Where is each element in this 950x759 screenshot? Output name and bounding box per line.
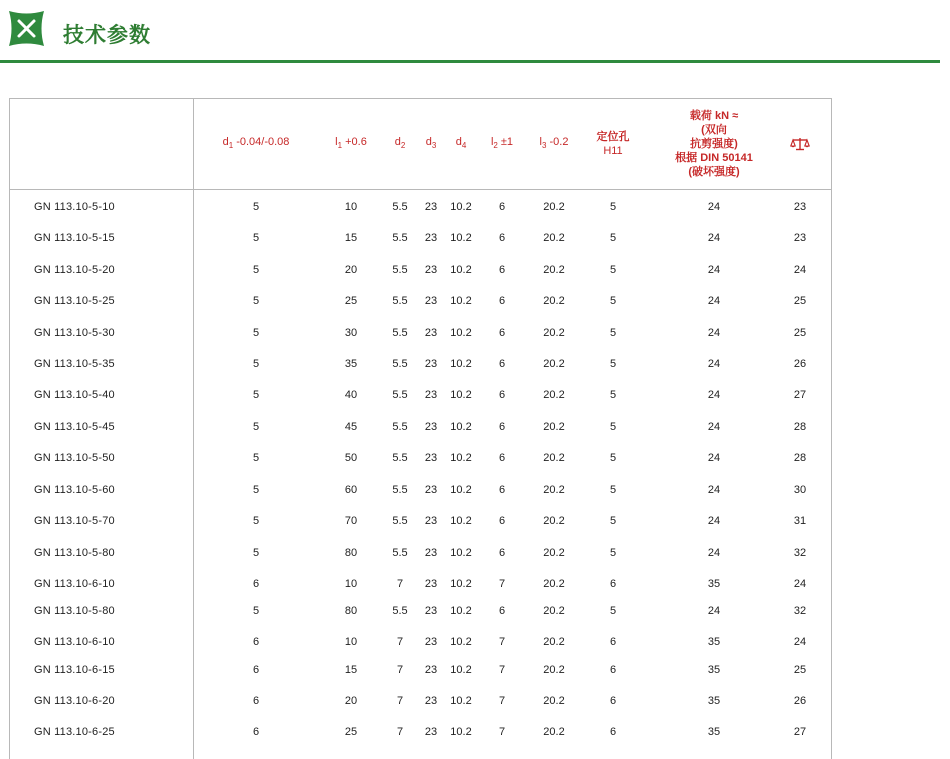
- cell-d2: 5.5: [392, 327, 408, 339]
- cell-l1: 40: [344, 389, 358, 401]
- cell-hole: 6: [609, 726, 617, 738]
- page-header: [0, 0, 950, 62]
- cell-l1: 70: [344, 515, 358, 527]
- cell-load: 24: [707, 547, 721, 559]
- cell-l2: 6: [498, 421, 506, 433]
- cell-load: 24: [707, 389, 721, 401]
- cell-d3: 23: [424, 515, 438, 527]
- cell-d3: 23: [424, 578, 438, 590]
- table-row: [10, 318, 831, 349]
- cell-l3: 20.2: [543, 605, 565, 617]
- cell-article-number: GN 113.10-6-10: [34, 636, 115, 648]
- cell-l3: 20.2: [543, 232, 565, 244]
- table-row: [10, 655, 831, 686]
- header-load: [664, 99, 764, 189]
- cell-d3: 23: [424, 358, 438, 370]
- cell-article-number: GN 113.10-5-20: [34, 264, 115, 276]
- header-load-line4: 根据 DIN 50141: [675, 152, 753, 164]
- cell-article-number: GN 113.10-5-80: [34, 547, 115, 559]
- cell-l2: 6: [498, 389, 506, 401]
- table-row: [10, 349, 831, 380]
- cell-d2: 7: [396, 726, 404, 738]
- cell-d4: 10.2: [450, 327, 472, 339]
- cell-d4: 10.2: [450, 547, 472, 559]
- cell-load: 35: [707, 695, 721, 707]
- cell-d2: 7: [396, 636, 404, 648]
- cell-l3: 20.2: [543, 295, 565, 307]
- cell-l3: 20.2: [543, 452, 565, 464]
- cell-hole: 5: [609, 327, 617, 339]
- page-title: 技术参数: [63, 23, 151, 47]
- cell-hole: 5: [609, 421, 617, 433]
- cell-d4: 10.2: [450, 421, 472, 433]
- cell-l1: 10: [344, 201, 358, 213]
- cell-hole: 6: [609, 636, 617, 648]
- cell-load: 24: [707, 327, 721, 339]
- cell-d4: 10.2: [450, 295, 472, 307]
- table-row: [10, 686, 831, 717]
- cell-d3: 23: [424, 664, 438, 676]
- cell-l3: 20.2: [543, 421, 565, 433]
- cell-l3: 20.2: [543, 358, 565, 370]
- table-row: [10, 412, 831, 443]
- cell-hole: 5: [609, 484, 617, 496]
- cell-d4: 10.2: [450, 201, 472, 213]
- cell-d2: 5.5: [392, 358, 408, 370]
- table-row: [10, 596, 831, 627]
- cell-l2: 7: [498, 726, 506, 738]
- cell-d2: 5.5: [392, 547, 408, 559]
- cell-l2: 6: [498, 327, 506, 339]
- cell-l3: 20.2: [543, 636, 565, 648]
- cell-hole: 5: [609, 515, 617, 527]
- cell-load: 24: [707, 295, 721, 307]
- scale-icon: [790, 137, 810, 151]
- cell-d1: 5: [252, 295, 260, 307]
- cell-article-number: GN 113.10-6-20: [34, 695, 115, 707]
- cell-hole: 5: [609, 605, 617, 617]
- cell-load: 35: [707, 664, 721, 676]
- header-l2: $l_2 \pm 1$: [490, 135, 514, 151]
- cell-weight: 23: [793, 201, 807, 213]
- cell-d2: 5.5: [392, 201, 408, 213]
- cell-l1: 45: [344, 421, 358, 433]
- cell-d4: 10.2: [450, 515, 472, 527]
- cell-l2: 6: [498, 452, 506, 464]
- cell-l2: 6: [498, 605, 506, 617]
- table-header: [10, 99, 831, 190]
- cell-l1: 25: [344, 295, 358, 307]
- cell-d1: 5: [252, 232, 260, 244]
- cell-l3: 20.2: [543, 726, 565, 738]
- table-row: [10, 380, 831, 411]
- cell-weight: 28: [793, 452, 807, 464]
- header-d2: $d_2$: [394, 135, 406, 151]
- cell-l3: 20.2: [543, 201, 565, 213]
- cell-hole: 5: [609, 547, 617, 559]
- cell-load: 24: [707, 452, 721, 464]
- table-row: [10, 717, 831, 748]
- cell-load: 35: [707, 578, 721, 590]
- cell-d2: 5.5: [392, 605, 408, 617]
- cell-article-number: GN 113.10-5-70: [34, 515, 115, 527]
- cell-d1: 5: [252, 484, 260, 496]
- header-pin-hole: [588, 99, 638, 189]
- cell-article-number: GN 113.10-5-60: [34, 484, 115, 496]
- cell-weight: 25: [793, 295, 807, 307]
- cell-d4: 10.2: [450, 695, 472, 707]
- cell-d4: 10.2: [450, 232, 472, 244]
- cell-d2: 5.5: [392, 232, 408, 244]
- cell-article-number: GN 113.10-5-10: [34, 201, 115, 213]
- cell-article-number: GN 113.10-5-30: [34, 327, 115, 339]
- cell-load: 24: [707, 358, 721, 370]
- cell-d3: 23: [424, 695, 438, 707]
- cell-load: 24: [707, 264, 721, 276]
- cell-article-number: GN 113.10-6-15: [34, 664, 115, 676]
- cell-d4: 10.2: [450, 636, 472, 648]
- cell-l2: 6: [498, 232, 506, 244]
- cell-d2: 5.5: [392, 452, 408, 464]
- cell-d1: 6: [252, 578, 260, 590]
- cell-d4: 10.2: [450, 605, 472, 617]
- cell-d1: 5: [252, 547, 260, 559]
- cell-d1: 6: [252, 726, 260, 738]
- cell-hole: 5: [609, 232, 617, 244]
- header-d1: $d_1$ -0.04/-0.08: [222, 135, 290, 151]
- cell-article-number: GN 113.10-5-40: [34, 389, 115, 401]
- cell-d3: 23: [424, 389, 438, 401]
- cell-weight: 28: [793, 421, 807, 433]
- cell-d4: 10.2: [450, 578, 472, 590]
- cell-d2: 7: [396, 578, 404, 590]
- cell-d1: 5: [252, 264, 260, 276]
- cell-l1: 20: [344, 695, 358, 707]
- cell-d1: 6: [252, 695, 260, 707]
- header-pin-hole-tolerance: H11: [603, 145, 623, 157]
- cell-weight: 30: [793, 484, 807, 496]
- cell-load: 35: [707, 726, 721, 738]
- cell-d3: 23: [424, 636, 438, 648]
- cell-d1: 6: [252, 636, 260, 648]
- cell-article-number: GN 113.10-6-25: [34, 726, 115, 738]
- cell-l1: 35: [344, 358, 358, 370]
- cell-hole: 5: [609, 452, 617, 464]
- cell-l2: 6: [498, 547, 506, 559]
- cell-d3: 23: [424, 547, 438, 559]
- header-load-line2: (双向: [701, 124, 727, 136]
- cell-l1: 15: [344, 232, 358, 244]
- cell-d3: 23: [424, 452, 438, 464]
- cell-d4: 10.2: [450, 358, 472, 370]
- cell-article-number: GN 113.10-6-10: [34, 578, 115, 590]
- cell-article-number: GN 113.10-5-45: [34, 421, 115, 433]
- spec-table: [9, 98, 832, 759]
- header-l1: $l_1 +0.6$: [335, 135, 367, 151]
- cell-d4: 10.2: [450, 389, 472, 401]
- cell-d2: 5.5: [392, 515, 408, 527]
- table-row: [10, 255, 831, 286]
- cell-weight: 26: [793, 695, 807, 707]
- table-row: [10, 475, 831, 506]
- cell-d2: 7: [396, 664, 404, 676]
- cell-weight: 32: [793, 547, 807, 559]
- cell-d1: 5: [252, 515, 260, 527]
- cell-d4: 10.2: [450, 452, 472, 464]
- cell-hole: 5: [609, 201, 617, 213]
- table-row: [10, 506, 831, 537]
- cell-d2: 5.5: [392, 295, 408, 307]
- cell-d2: 5.5: [392, 264, 408, 276]
- cell-l2: 6: [498, 484, 506, 496]
- cell-l2: 7: [498, 636, 506, 648]
- cell-d3: 23: [424, 605, 438, 617]
- table-row: [10, 627, 831, 658]
- cell-d4: 10.2: [450, 484, 472, 496]
- cell-d2: 7: [396, 695, 404, 707]
- cell-d1: 5: [252, 327, 260, 339]
- cell-d4: 10.2: [450, 726, 472, 738]
- cell-d3: 23: [424, 421, 438, 433]
- cell-l3: 20.2: [543, 578, 565, 590]
- header-load-line5: (破坏强度): [688, 166, 740, 178]
- cell-l3: 20.2: [543, 515, 565, 527]
- cell-hole: 6: [609, 664, 617, 676]
- cell-load: 24: [707, 605, 721, 617]
- cell-l1: 30: [344, 327, 358, 339]
- cell-l1: 15: [344, 664, 358, 676]
- header-l3: $l_3$ -0.2: [539, 135, 569, 151]
- cell-d3: 23: [424, 484, 438, 496]
- cell-l1: 50: [344, 452, 358, 464]
- cell-weight: 32: [793, 605, 807, 617]
- cell-l2: 6: [498, 358, 506, 370]
- header-divider: [0, 60, 940, 63]
- cell-d3: 23: [424, 295, 438, 307]
- cell-article-number: GN 113.10-5-35: [34, 358, 115, 370]
- cell-hole: 6: [609, 695, 617, 707]
- cell-l1: 20: [344, 264, 358, 276]
- cell-weight: 26: [793, 358, 807, 370]
- cell-d1: 6: [252, 664, 260, 676]
- cell-d1: 5: [252, 452, 260, 464]
- cell-l2: 7: [498, 578, 506, 590]
- cell-l3: 20.2: [543, 484, 565, 496]
- cell-weight: 27: [793, 389, 807, 401]
- cell-l2: 6: [498, 295, 506, 307]
- cell-l1: 25: [344, 726, 358, 738]
- cell-weight: 25: [793, 664, 807, 676]
- header-pin-hole-label: 定位孔: [596, 131, 630, 143]
- header-load-line1: 载荷 kN ≈: [689, 110, 739, 122]
- cell-d1: 5: [252, 421, 260, 433]
- header-d3: $d_3$: [425, 135, 437, 151]
- cell-weight: 27: [793, 726, 807, 738]
- header-load-line3: 抗剪强度): [690, 138, 738, 150]
- table-row: [10, 223, 831, 254]
- cell-l3: 20.2: [543, 389, 565, 401]
- cell-article-number: GN 113.10-5-25: [34, 295, 115, 307]
- cell-weight: 23: [793, 232, 807, 244]
- cell-d3: 23: [424, 264, 438, 276]
- cell-d3: 23: [424, 726, 438, 738]
- table-row: [10, 538, 831, 569]
- cell-load: 24: [707, 484, 721, 496]
- table-row: [10, 192, 831, 223]
- cell-d1: 5: [252, 358, 260, 370]
- cell-d3: 23: [424, 232, 438, 244]
- cell-l3: 20.2: [543, 327, 565, 339]
- header-d4: $d_4$: [455, 135, 467, 151]
- cell-article-number: GN 113.10-5-15: [34, 232, 115, 244]
- cell-l3: 20.2: [543, 695, 565, 707]
- cell-d2: 5.5: [392, 389, 408, 401]
- cell-hole: 5: [609, 295, 617, 307]
- brand-logo-icon: [6, 8, 47, 49]
- cell-l3: 20.2: [543, 547, 565, 559]
- cell-d3: 23: [424, 327, 438, 339]
- cell-load: 24: [707, 421, 721, 433]
- cell-d2: 5.5: [392, 421, 408, 433]
- cell-d1: 5: [252, 201, 260, 213]
- cell-d4: 10.2: [450, 664, 472, 676]
- cell-hole: 5: [609, 358, 617, 370]
- cell-d1: 5: [252, 605, 260, 617]
- cell-l1: 10: [344, 636, 358, 648]
- cell-d3: 23: [424, 201, 438, 213]
- cell-weight: 24: [793, 578, 807, 590]
- cell-d4: 10.2: [450, 264, 472, 276]
- cell-hole: 5: [609, 389, 617, 401]
- header-weight: [780, 99, 820, 189]
- cell-load: 24: [707, 515, 721, 527]
- cell-l2: 6: [498, 515, 506, 527]
- cell-l2: 6: [498, 201, 506, 213]
- cell-weight: 25: [793, 327, 807, 339]
- cell-l3: 20.2: [543, 264, 565, 276]
- cell-l2: 6: [498, 264, 506, 276]
- table-row: [10, 286, 831, 317]
- cell-weight: 24: [793, 636, 807, 648]
- cell-hole: 5: [609, 264, 617, 276]
- cell-load: 24: [707, 232, 721, 244]
- cell-l1: 10: [344, 578, 358, 590]
- cell-hole: 6: [609, 578, 617, 590]
- table-row: [10, 443, 831, 474]
- cell-l2: 7: [498, 695, 506, 707]
- cell-article-number: GN 113.10-5-80: [34, 605, 115, 617]
- cell-l1: 80: [344, 547, 358, 559]
- cell-d1: 5: [252, 389, 260, 401]
- cell-load: 24: [707, 201, 721, 213]
- cell-l2: 7: [498, 664, 506, 676]
- cell-l1: 60: [344, 484, 358, 496]
- cell-load: 35: [707, 636, 721, 648]
- cell-l3: 20.2: [543, 664, 565, 676]
- cell-article-number: GN 113.10-5-50: [34, 452, 115, 464]
- cell-weight: 24: [793, 264, 807, 276]
- cell-l1: 80: [344, 605, 358, 617]
- cell-d2: 5.5: [392, 484, 408, 496]
- cell-weight: 31: [793, 515, 807, 527]
